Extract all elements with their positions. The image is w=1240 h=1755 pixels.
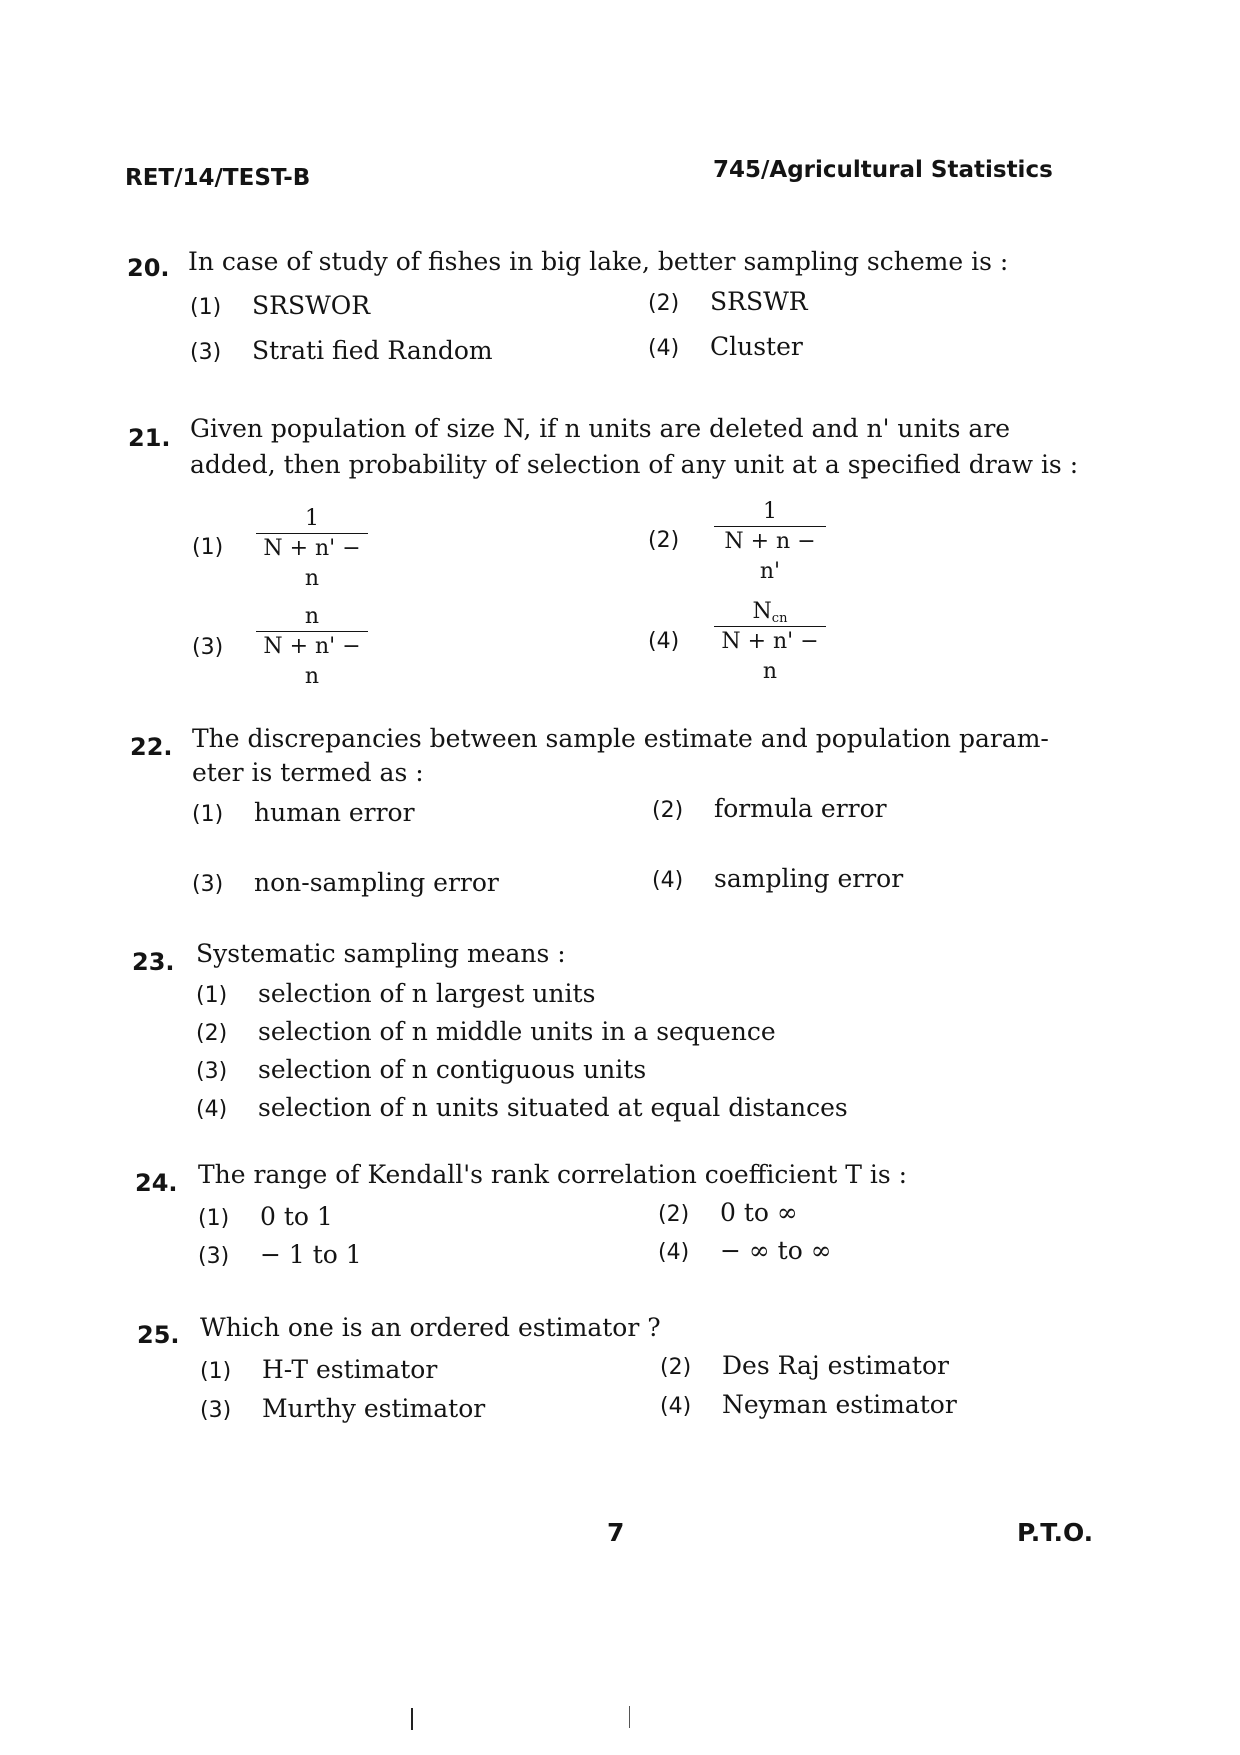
option-number: (1) bbox=[192, 535, 224, 560]
option-number: (2) bbox=[652, 798, 684, 823]
option-4 bbox=[658, 1236, 832, 1265]
option-number: (3) bbox=[190, 340, 222, 365]
numerator: n bbox=[304, 604, 320, 629]
numerator: 1 bbox=[763, 499, 777, 524]
option-text: formula error bbox=[714, 794, 887, 823]
option-4-fraction bbox=[714, 598, 826, 687]
denominator: N + n' − n bbox=[263, 536, 361, 591]
option-3-fraction bbox=[256, 603, 368, 692]
option-3 bbox=[198, 1240, 362, 1269]
question-text-line-1: Given population of size N, if n units are deleted and n' units are bbox=[190, 414, 1011, 443]
option-number: (2) bbox=[648, 528, 680, 553]
option-text: selection of n contiguous units bbox=[258, 1055, 647, 1084]
option-3 bbox=[190, 336, 493, 365]
option-text: human error bbox=[254, 798, 415, 827]
option-number: (1) bbox=[200, 1359, 232, 1384]
option-1 bbox=[200, 1355, 437, 1384]
option-text: 0 to 1 bbox=[260, 1202, 333, 1231]
question-text: Which one is an ordered estimator ? bbox=[200, 1313, 661, 1342]
option-3 bbox=[200, 1394, 485, 1423]
option-text: SRSWOR bbox=[252, 291, 371, 320]
option-number: (2) bbox=[196, 1021, 228, 1046]
denominator: N + n' − n bbox=[721, 629, 819, 684]
option-text: selection of n largest units bbox=[258, 979, 596, 1008]
option-text: SRSWR bbox=[710, 287, 808, 316]
option-number: (3) bbox=[192, 872, 224, 897]
option-text: − 1 to 1 bbox=[260, 1240, 362, 1269]
option-text: non-sampling error bbox=[254, 868, 499, 897]
numerator-base: N bbox=[752, 599, 772, 624]
option-number: (4) bbox=[658, 1240, 690, 1265]
option-1 bbox=[198, 1202, 333, 1231]
question-number: 22. bbox=[130, 733, 173, 761]
option-4 bbox=[652, 864, 903, 893]
option-number: (4) bbox=[196, 1097, 228, 1122]
option-4 bbox=[648, 332, 803, 361]
header-subject: 745/Agricultural Statistics bbox=[713, 157, 1053, 183]
option-3 bbox=[196, 1055, 646, 1084]
scan-mark bbox=[629, 1706, 630, 1728]
option-number: (4) bbox=[660, 1394, 692, 1419]
option-text: H-T estimator bbox=[262, 1355, 438, 1384]
question-text: The range of Kendall's rank correlation coefficient T is : bbox=[198, 1160, 908, 1189]
scan-mark bbox=[411, 1708, 413, 1730]
option-text: Des Raj estimator bbox=[722, 1351, 949, 1380]
option-number: (4) bbox=[648, 336, 680, 361]
option-text: Strati fied Random bbox=[252, 336, 493, 365]
option-number: (1) bbox=[192, 802, 224, 827]
pto-label: P.T.O. bbox=[1017, 1518, 1094, 1547]
option-2 bbox=[196, 1017, 776, 1046]
option-1 bbox=[190, 291, 370, 320]
option-text: Murthy estimator bbox=[262, 1394, 486, 1423]
option-number: (3) bbox=[192, 635, 224, 660]
option-number: (2) bbox=[660, 1355, 692, 1380]
question-number: 21. bbox=[128, 424, 171, 452]
question-text-line-1: The discrepancies between sample estimate and population param- bbox=[192, 724, 1049, 753]
question-text-line-2: added, then probability of selection of any unit at a specified draw is : bbox=[190, 450, 1079, 479]
option-text: − ∞ to ∞ bbox=[720, 1236, 832, 1265]
option-number: (3) bbox=[198, 1244, 230, 1269]
option-4 bbox=[196, 1093, 848, 1122]
option-number: (1) bbox=[198, 1206, 230, 1231]
option-text: selection of n units situated at equal distances bbox=[258, 1093, 848, 1122]
option-text: Cluster bbox=[710, 332, 803, 361]
option-number: (1) bbox=[196, 983, 228, 1008]
option-text: 0 to ∞ bbox=[720, 1198, 798, 1227]
question-number: 24. bbox=[135, 1169, 178, 1197]
option-text: sampling error bbox=[714, 864, 904, 893]
option-number: (3) bbox=[200, 1398, 232, 1423]
numerator bbox=[714, 598, 826, 626]
denominator: N + n' − n bbox=[263, 634, 361, 689]
option-1-fraction bbox=[256, 505, 368, 594]
option-1 bbox=[192, 798, 415, 827]
option-number: (4) bbox=[648, 629, 680, 654]
option-text: Neyman estimator bbox=[722, 1390, 957, 1419]
question-text-line-2: eter is termed as : bbox=[192, 758, 424, 787]
option-number: (4) bbox=[652, 868, 684, 893]
option-number: (2) bbox=[658, 1202, 690, 1227]
option-1 bbox=[196, 979, 595, 1008]
option-2 bbox=[648, 287, 808, 316]
question-text: Systematic sampling means : bbox=[196, 939, 566, 968]
option-2 bbox=[660, 1351, 949, 1380]
option-2-fraction bbox=[714, 498, 826, 587]
question-text: In case of study of fishes in big lake, better sampling scheme is : bbox=[188, 247, 1009, 276]
numerator: 1 bbox=[305, 506, 319, 531]
option-number: (1) bbox=[190, 295, 222, 320]
question-number: 23. bbox=[132, 948, 175, 976]
denominator: N + n − n' bbox=[724, 529, 816, 584]
option-3 bbox=[192, 868, 499, 897]
question-number: 20. bbox=[127, 254, 170, 282]
option-4 bbox=[660, 1390, 957, 1419]
option-2 bbox=[652, 794, 887, 823]
option-text: selection of n middle units in a sequence bbox=[258, 1017, 776, 1046]
question-number: 25. bbox=[137, 1321, 180, 1349]
option-number: (3) bbox=[196, 1059, 228, 1084]
page-number: 7 bbox=[607, 1518, 625, 1547]
numerator-subscript: cn bbox=[771, 611, 788, 626]
option-number: (2) bbox=[648, 291, 680, 316]
option-2 bbox=[658, 1198, 798, 1227]
header-exam-code: RET/14/TEST-B bbox=[125, 165, 311, 191]
